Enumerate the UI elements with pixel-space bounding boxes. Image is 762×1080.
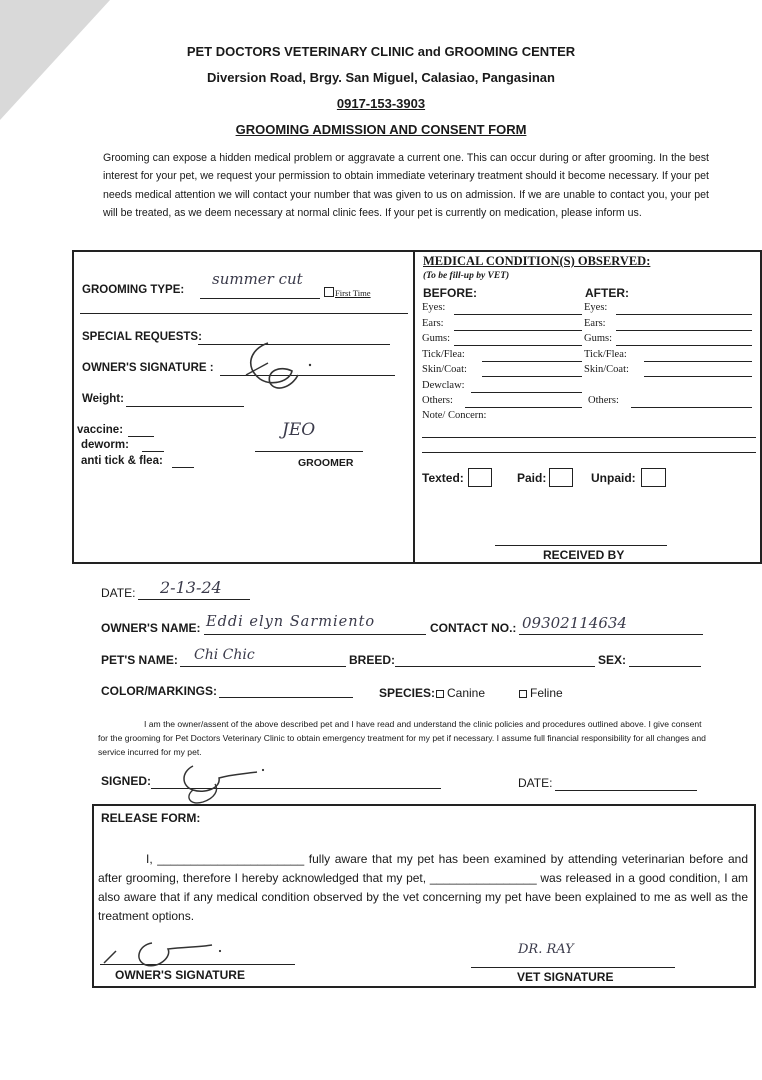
unpaid-checkbox[interactable] [641, 468, 666, 487]
date-label: DATE: [101, 586, 136, 600]
before-item-line[interactable] [465, 407, 582, 408]
after-item-label: Ears: [584, 317, 606, 329]
clinic-name: PET DOCTORS VETERINARY CLINIC and GROOMING CENTER [186, 44, 576, 59]
before-label: BEFORE: [423, 286, 477, 300]
pet-name-value[interactable]: Chi Chic [194, 647, 255, 663]
after-item-line[interactable] [616, 314, 752, 315]
note-line-2[interactable] [422, 452, 756, 453]
pet-name-line[interactable] [180, 666, 346, 667]
color-label: COLOR/MARKINGS: [101, 684, 217, 698]
weight-line[interactable] [126, 406, 244, 407]
grooming-type-label: GROOMING TYPE: [82, 284, 185, 296]
after-label: AFTER: [585, 286, 629, 300]
after-item-label: Eyes: [584, 302, 608, 313]
medical-subtitle: (To be fill-up by VET) [423, 271, 510, 281]
feline-label: Feline [530, 686, 563, 700]
before-item-line[interactable] [454, 330, 582, 331]
groomer-label: GROOMER [298, 457, 354, 469]
after-item-label: Others: [588, 395, 619, 406]
before-item-line[interactable] [471, 392, 582, 393]
before-item-label: Dewclaw: [422, 379, 465, 391]
release-paragraph: I, ______________________ fully aware that my pet has been examined by attending veterinarian before and after grooming, therefore I hereby acknowledged that my pet, ________________ was released in a good condition, I am also aware that if any medical condition observed by the vet concerning my pet have been explained to me as well as the treatment options. [98, 852, 748, 923]
consent-paragraph: I am the owner/assent of the above described pet and I have read and understand the clinic policies and procedures outlined above. I give consent for the grooming for Pet Doctors Veterinary Clinic to obtain emergency treatment for my pet if necessary. I assume full financial responsibility for all changes and service incurred for my pet. [98, 719, 706, 757]
groomer-initials: JEO [282, 420, 316, 440]
after-item-label: Gums: [584, 333, 613, 344]
feline-checkbox[interactable] [519, 690, 527, 698]
first-time-label: First Time [335, 288, 371, 298]
canine-checkbox[interactable] [436, 690, 444, 698]
paid-checkbox[interactable] [549, 468, 573, 487]
before-item-line[interactable] [482, 376, 582, 377]
admission-divider [413, 252, 415, 562]
breed-line[interactable] [395, 666, 595, 667]
deworm-label: deworm: [81, 439, 129, 451]
before-item-label: Skin/Coat: [422, 364, 467, 375]
breed-label: BREED: [349, 653, 396, 667]
form-title: GROOMING ADMISSION AND CONSENT FORM [235, 122, 527, 137]
grooming-type-line [200, 298, 320, 299]
after-item-label: Skin/Coat: [584, 364, 629, 375]
signed-date-line[interactable] [555, 790, 697, 791]
after-item-line[interactable] [616, 330, 752, 331]
after-item-line[interactable] [616, 345, 752, 346]
after-item-line[interactable] [644, 361, 752, 362]
signed-label: SIGNED: [101, 774, 152, 788]
sex-label: SEX: [598, 653, 627, 667]
before-item-line[interactable] [454, 314, 582, 315]
note-line-1[interactable] [422, 437, 756, 438]
intro-paragraph: Grooming can expose a hidden medical problem or aggravate a current one. This can occur during or after grooming. In the best interest for your pet, we request your permission to obtain immediate veterinary treatment should it become necessary. If your pet needs medical attention we will contact your number that was given to us on admission. If we are unable to contact you, your pet will be treated, as we deem necessary at normal clinic fees. If your pet is currently on medication, please inform us. [103, 152, 709, 219]
before-item-label: Ears: [422, 317, 444, 329]
weight-label: Weight: [82, 393, 124, 405]
antitick-line[interactable] [172, 467, 194, 468]
vet-signature-value: DR. RAY [518, 942, 574, 957]
owner-name-line[interactable] [204, 634, 426, 635]
pet-name-label: PET'S NAME: [101, 653, 178, 667]
first-time-checkbox[interactable] [324, 287, 334, 297]
vaccine-label: vaccine: [77, 424, 124, 436]
contact-line[interactable] [519, 634, 703, 635]
received-by-line[interactable] [495, 545, 667, 546]
owner-name-label: OWNER'S NAME: [101, 621, 201, 635]
before-item-label: Tick/Flea: [422, 348, 465, 360]
texted-label: Texted: [422, 471, 464, 485]
contact-label: CONTACT NO.: [430, 621, 517, 635]
contact-value[interactable]: 09302114634 [522, 614, 627, 632]
received-by-label: RECEIVED BY [543, 548, 625, 562]
signed-date-label: DATE: [518, 776, 553, 790]
vaccine-line[interactable] [128, 436, 154, 437]
before-item-line[interactable] [482, 361, 582, 362]
grooming-type-value[interactable]: summer cut [212, 270, 303, 288]
groomer-line[interactable] [255, 451, 363, 452]
vet-signature-line[interactable] [471, 967, 675, 968]
owner-name-value[interactable]: Eddi elyn Sarmiento [206, 614, 376, 630]
clinic-phone: 0917-153-3903 [336, 96, 426, 111]
release-title: RELEASE FORM: [101, 811, 201, 825]
sex-line[interactable] [629, 666, 701, 667]
before-item-line[interactable] [454, 345, 582, 346]
color-line[interactable] [219, 697, 353, 698]
owner-signature-scribble [240, 335, 330, 395]
deworm-line[interactable] [142, 451, 164, 452]
species-label: SPECIES: [379, 686, 436, 700]
owner-signature-label: OWNER'S SIGNATURE : [82, 362, 214, 374]
paid-label: Paid: [517, 471, 547, 485]
medical-title: MEDICAL CONDITION(S) OBSERVED: [423, 254, 651, 268]
texted-checkbox[interactable] [468, 468, 492, 487]
antitick-label: anti tick & flea: [81, 455, 163, 467]
unpaid-label: Unpaid: [591, 471, 636, 485]
clinic-address: Diversion Road, Brgy. San Miguel, Calasiao, Pangasinan [207, 70, 555, 85]
before-item-label: Gums: [422, 333, 451, 344]
note-label: Note/ Concern: [422, 410, 487, 421]
date-line[interactable] [138, 599, 250, 600]
date-value[interactable]: 2-13-24 [160, 578, 222, 597]
canine-label: Canine [447, 686, 486, 700]
release-owner-signature-label: OWNER'S SIGNATURE [115, 968, 245, 982]
after-item-line[interactable] [644, 376, 752, 377]
vet-signature-label: VET SIGNATURE [517, 970, 614, 984]
before-item-label: Eyes: [422, 302, 446, 313]
after-item-line[interactable] [631, 407, 752, 408]
special-requests-label: SPECIAL REQUESTS: [82, 331, 202, 343]
before-item-label: Others: [422, 395, 453, 406]
grooming-type-line-2 [80, 313, 408, 314]
after-item-label: Tick/Flea: [584, 348, 627, 360]
